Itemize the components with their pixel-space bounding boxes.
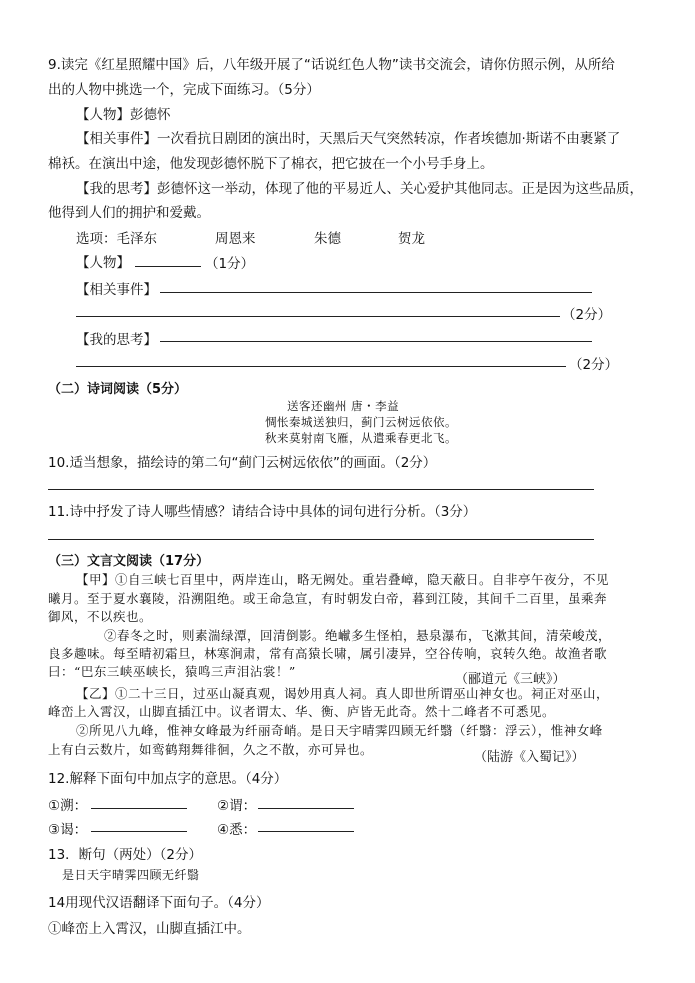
q9-think-score: （2分） <box>569 357 619 373</box>
q12-item-2-label: ②谓： <box>217 798 257 814</box>
passage-a-source: （郦道元《三峡》） <box>455 672 566 687</box>
q9-text-1: 9.读完《红星照耀中国》后，八年级开展了“话说红色人物”读书交流会，请你仿照示例，从所给 <box>48 57 615 73</box>
q12-item-3-label: ③谒： <box>48 822 88 838</box>
q9-event-label: 【相关事件】 <box>76 282 157 298</box>
q9-option-4: 贺龙 <box>398 231 425 247</box>
q9-person-answer-line[interactable] <box>135 266 201 267</box>
poem-line-2: 秋来莫射南飞雁，从遣乘春更北飞。 <box>265 431 457 445</box>
q9-think-example-1: 【我的思考】彭德怀这一举动，体现了他的平易近人、关心爱护其他同志。正是因为这些品质， <box>76 181 643 197</box>
q9-person-example: 【人物】彭德怀 <box>76 107 171 123</box>
q13-text: 13．断句（两处）（2分） <box>48 847 203 863</box>
q9-option-2: 周恩来 <box>215 231 256 247</box>
passage-a-line-6: 曰：“巴东三峡巫峡长，猿鸣三声泪沾裳！” <box>48 664 296 679</box>
q9-think-example-2: 他得到人们的拥护和爱戴。 <box>48 205 210 221</box>
q9-person-label: 【人物】 <box>76 255 130 271</box>
q9-think-answer-line-1[interactable] <box>160 341 592 342</box>
q9-event-score: （2分） <box>562 307 612 323</box>
q14-text: 14用现代汉语翻译下面句子。（4分） <box>48 895 270 911</box>
q11-text: 11.诗中抒发了诗人哪些情感？请结合诗中具体的词句进行分析。（3分） <box>48 504 477 520</box>
q9-think-answer-line-2[interactable] <box>76 366 566 367</box>
q9-option-3: 朱德 <box>314 231 341 247</box>
passage-a-line-4: ②春冬之时，则素湍绿潭，回清倒影。绝𪩘多生怪柏，悬泉瀑布，飞漱其间，清荣峻茂， <box>104 628 612 643</box>
q10-answer-line[interactable] <box>48 489 594 490</box>
passage-a-line-3: 御风，不以疾也。 <box>48 609 153 624</box>
q12-item-1-answer-line[interactable] <box>91 808 187 809</box>
q9-think-label: 【我的思考】 <box>76 332 157 348</box>
q9-event-answer-line-1[interactable] <box>160 292 592 293</box>
q14-sentence-1: ①峰峦上入霄汉，山脚直插江中。 <box>48 921 251 937</box>
q9-line2: 出的人物中挑选一个，完成下面练习。（5分） <box>48 82 320 98</box>
q9-event-example-2: 棉袄。在演出中途，他发现彭德怀脱下了棉衣，把它披在一个小号手身上。 <box>48 156 494 172</box>
passage-a-line-2: 曦月。至于夏水襄陵，沿溯阻绝。或王命急宣，有时朝发白帝，暮到江陵，其间千二百里，虽乘奔 <box>48 591 608 606</box>
passage-b-source: （陆游《入蜀记》） <box>474 750 585 765</box>
passage-b-line-4: 上有白云数片，如鸾鹤翔舞徘徊，久之不散，亦可异也。 <box>48 742 374 757</box>
q12-item-3-answer-line[interactable] <box>91 831 187 832</box>
q12-item-4-label: ④悉： <box>217 822 257 838</box>
q12-item-1-label: ①溯： <box>48 798 88 814</box>
passage-a-line-1: 【甲】①自三峡七百里中，两岸连山，略无阙处。重岩叠嶂，隐天蔽日。自非亭午夜分，不见 <box>76 572 610 587</box>
q12-item-4-answer-line[interactable] <box>258 831 354 832</box>
passage-b-line-1: 【乙】①二十三日，过巫山凝真观，谒妙用真人祠。真人即世所谓巫山神女也。祠正对巫山， <box>76 686 610 701</box>
q12-text: 12.解释下面句中加点字的意思。（4分） <box>48 771 288 787</box>
poem-title: 送客还幽州 唐・李益 <box>287 399 400 413</box>
q10-text: 10.适当想象，描绘诗的第二句“蓟门云树远依依”的画面。（2分） <box>48 455 437 471</box>
passage-b-line-3: ②所见八九峰，惟神女峰最为纤丽奇峭。是日天宇晴霁四顾无纤翳（纤翳：浮云），惟神女峰 <box>76 723 603 738</box>
q9-event-example-1: 【相关事件】一次看抗日剧团的演出时，天黑后天气突然转凉，作者埃德加·斯诺不由裹紧了 <box>76 131 621 147</box>
sec2-title: （二）诗词阅读（5分） <box>48 382 188 397</box>
poem-line-1: 惆怅秦城送独归，蓟门云树远依依。 <box>265 415 457 429</box>
q12-item-2-answer-line[interactable] <box>258 808 354 809</box>
sec3-title: （三）文言文阅读（17分） <box>48 554 210 569</box>
passage-a-line-5: 良多趣味。每至晴初霜旦，林寒涧肃，常有高猿长啸，属引凄异，空谷传响，哀转久绝。故渔者歌 <box>48 646 608 661</box>
q13-sentence: 是日天宇晴霁四顾无纤翳 <box>62 868 200 882</box>
q9-options: 选项：毛泽东 <box>76 231 157 247</box>
q9-line1 <box>48 53 615 73</box>
q11-answer-line[interactable] <box>48 539 594 540</box>
q9-person-score: （1分） <box>205 256 255 272</box>
passage-b-line-2: 峰峦上入霄汉，山脚直插江中。议者谓太、华、衡、庐皆无此奇。然十二峰者不可悉见。 <box>48 704 556 719</box>
q9-event-answer-line-2[interactable] <box>76 316 560 317</box>
